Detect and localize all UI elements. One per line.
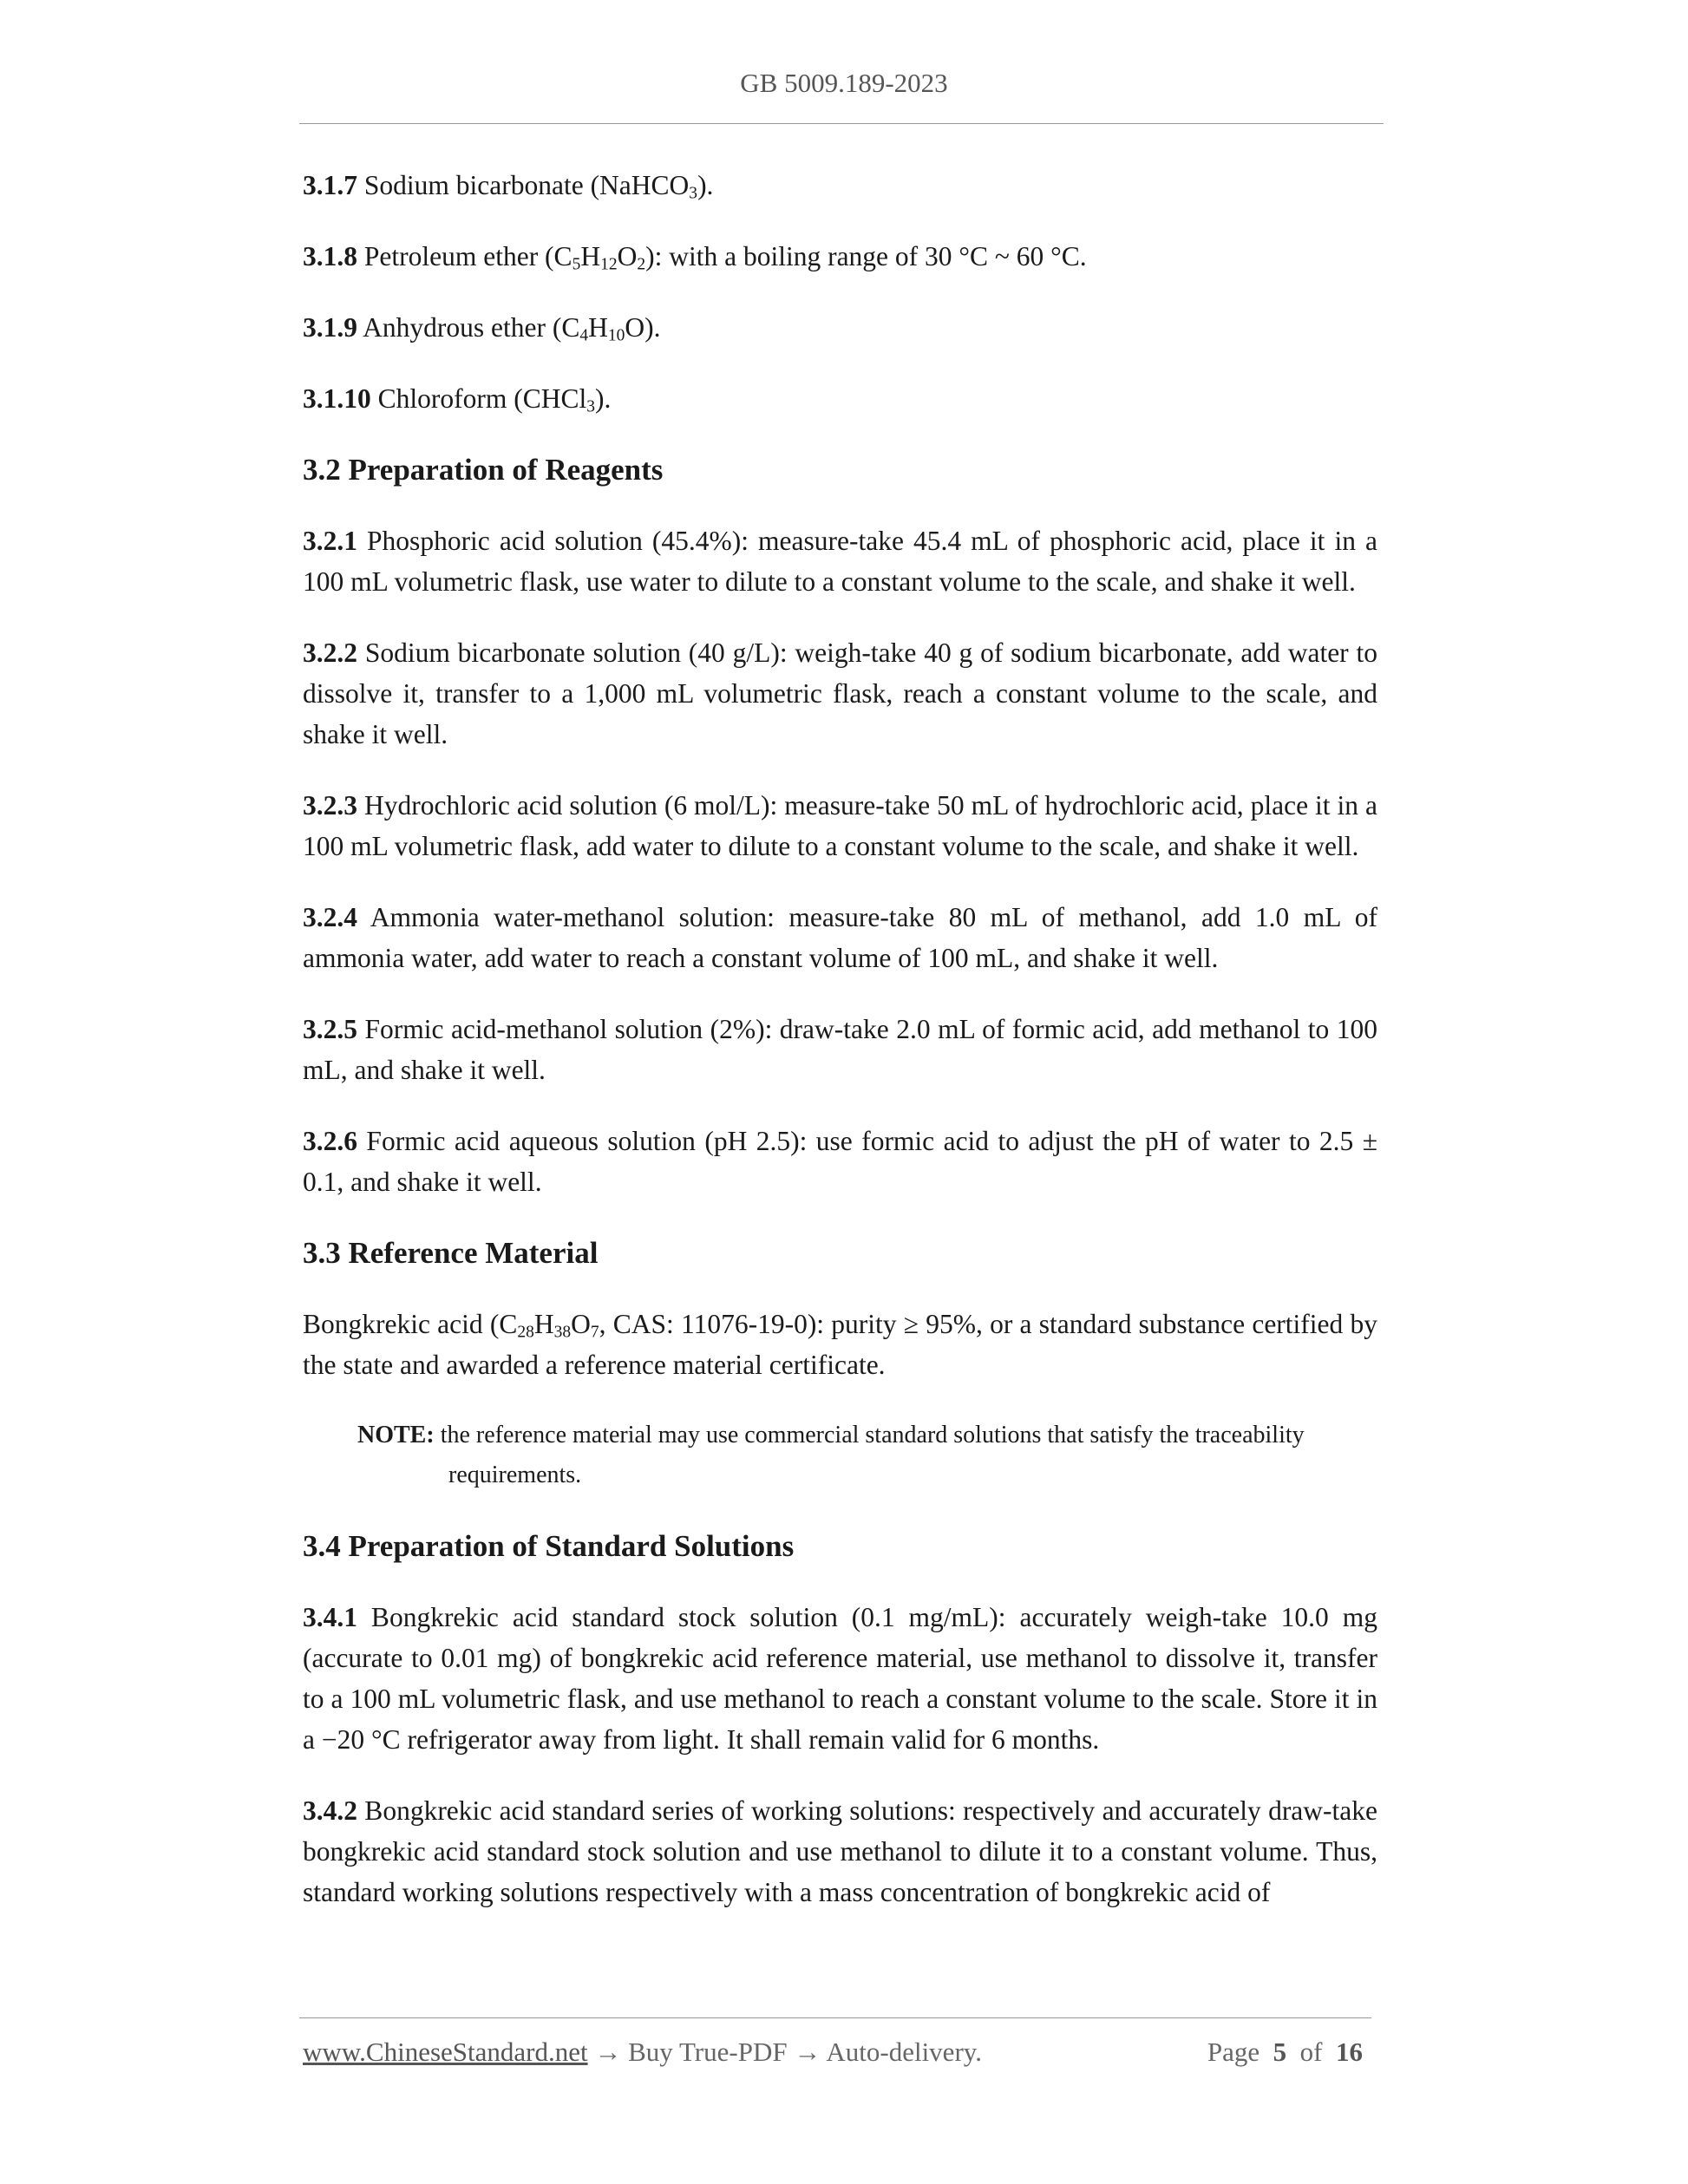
clause-number: 3.1.7 (303, 170, 357, 200)
page-header: GB 5009.189-2023 (740, 68, 948, 98)
clause-number: 3.2.3 (303, 790, 357, 821)
website-link[interactable]: www.ChineseStandard.net (303, 2037, 588, 2067)
document-body (303, 165, 1377, 1913)
item-3-2-4: 3.2.4 Ammonia water-methanol solution: measure-take 80 mL of methanol, add 1.0 mL of ammonia water, add water to reach a constant volume of 100 mL, and shake it well. (303, 902, 1377, 973)
note-label: NOTE: (357, 1422, 435, 1448)
clause-number: 3.4.1 (303, 1602, 357, 1632)
item-3-2-5: 3.2.5 Formic acid-methanol solution (2%): draw-take 2.0 mL of formic acid, add methanol to 100 mL, and shake it well. (303, 1014, 1377, 1085)
item-3-1-10: 3.1.10 Chloroform (CHCl$_3$). (303, 383, 612, 416)
item-3-1-9: 3.1.9 Anhydrous ether $(C_4H_{10}O)$. (303, 312, 661, 345)
item-3-2-2: 3.2.2 Sodium bicarbonate solution (40 g/L): weigh-take 40 g of sodium bicarbonate, add water to dissolve it, transfer to a 1,000 mL volumetric flask, reach a constant volume to the scale, and shake it well. (303, 638, 1377, 749)
heading-3-2: 3.2 Preparation of Reagents (303, 453, 664, 487)
note-continuation: requirements. (448, 1461, 582, 1488)
note-block (303, 1416, 1377, 1495)
note-text: the reference material may use commercial standard solutions that satisfy the traceability (434, 1422, 1305, 1448)
clause-number: 3.2.2 (303, 638, 357, 668)
clause-number: 3.1.10 (303, 383, 371, 414)
header-divider (299, 123, 1384, 124)
footer-tagline: → Buy True-PDF → Auto-delivery. (587, 2037, 982, 2067)
clause-number: 3.2.5 (303, 1014, 357, 1044)
total-pages: 16 (1336, 2037, 1363, 2067)
clause-number: 3.1.9 (303, 312, 357, 343)
item-3-2-3: 3.2.3 Hydrochloric acid solution (6 mol/L): measure-take 50 mL of hydrochloric acid, place it in a 100 mL volumetric flask, add water to dilute to a constant volume to the scale, and shake it well. (303, 790, 1377, 861)
item-3-1-7: 3.1.7 Sodium bicarbonate (NaHCO$_3$). (303, 170, 714, 203)
item-3-2-6: 3.2.6 Formic acid aqueous solution (pH 2.5): use formic acid to adjust the pH of water to 2.5 ± 0.1, and shake it well. (303, 1126, 1377, 1197)
heading-3-3: 3.3 Reference Material (303, 1236, 599, 1270)
page-indicator: Page 5 of 16 (1207, 2037, 1363, 2067)
clause-number: 3.2.6 (303, 1126, 357, 1156)
clause-number: 3.1.8 (303, 241, 357, 271)
heading-3-4: 3.4 Preparation of Standard Solutions (303, 1529, 795, 1563)
item-3-2-1: 3.2.1 Phosphoric acid solution (45.4%): measure-take 45.4 mL of phosphoric acid, place it in a 100 mL volumetric flask, use water to dilute to a constant volume to the scale, and shake it well. (303, 526, 1377, 597)
reference-material-text: Bongkrekic acid ($C_{28}H_{38}O_7$, CAS: 11076-19-0): purity ≥ 95%, or a standard substance certified by the state and awarded a reference material certificate. (303, 1309, 1377, 1380)
current-page: 5 (1273, 2037, 1287, 2067)
clause-number: 3.2.4 (303, 902, 357, 932)
clause-number: 3.2.1 (303, 526, 357, 556)
clause-number: 3.4.2 (303, 1795, 357, 1826)
footer-divider (299, 2017, 1371, 2018)
item-3-4-2: 3.4.2 Bongkrekic acid standard series of working solutions: respectively and accurately draw-take bongkrekic acid standard stock solution and use methanol to dilute it to a constant volume. Thus, standard working solutions respectively with a mass concentration of bongkrekic acid of (303, 1795, 1377, 1907)
item-3-1-8: 3.1.8 Petroleum ether $(C_5H_{12}O_2)$: with a boiling range of 30 °C ~ 60 °C. (303, 241, 1087, 274)
item-3-4-1: 3.4.1 Bongkrekic acid standard stock solution (0.1 mg/mL): accurately weigh-take 10.0 mg (accurate to 0.01 mg) of bongkrekic acid reference material, use methanol to dissolve it, transfer to a 100 mL volumetric flask, and use methanol to reach a constant volume to the scale. Store it in a −20 °C refrigerator away from light. It shall remain valid for 6 months. (303, 1602, 1377, 1755)
